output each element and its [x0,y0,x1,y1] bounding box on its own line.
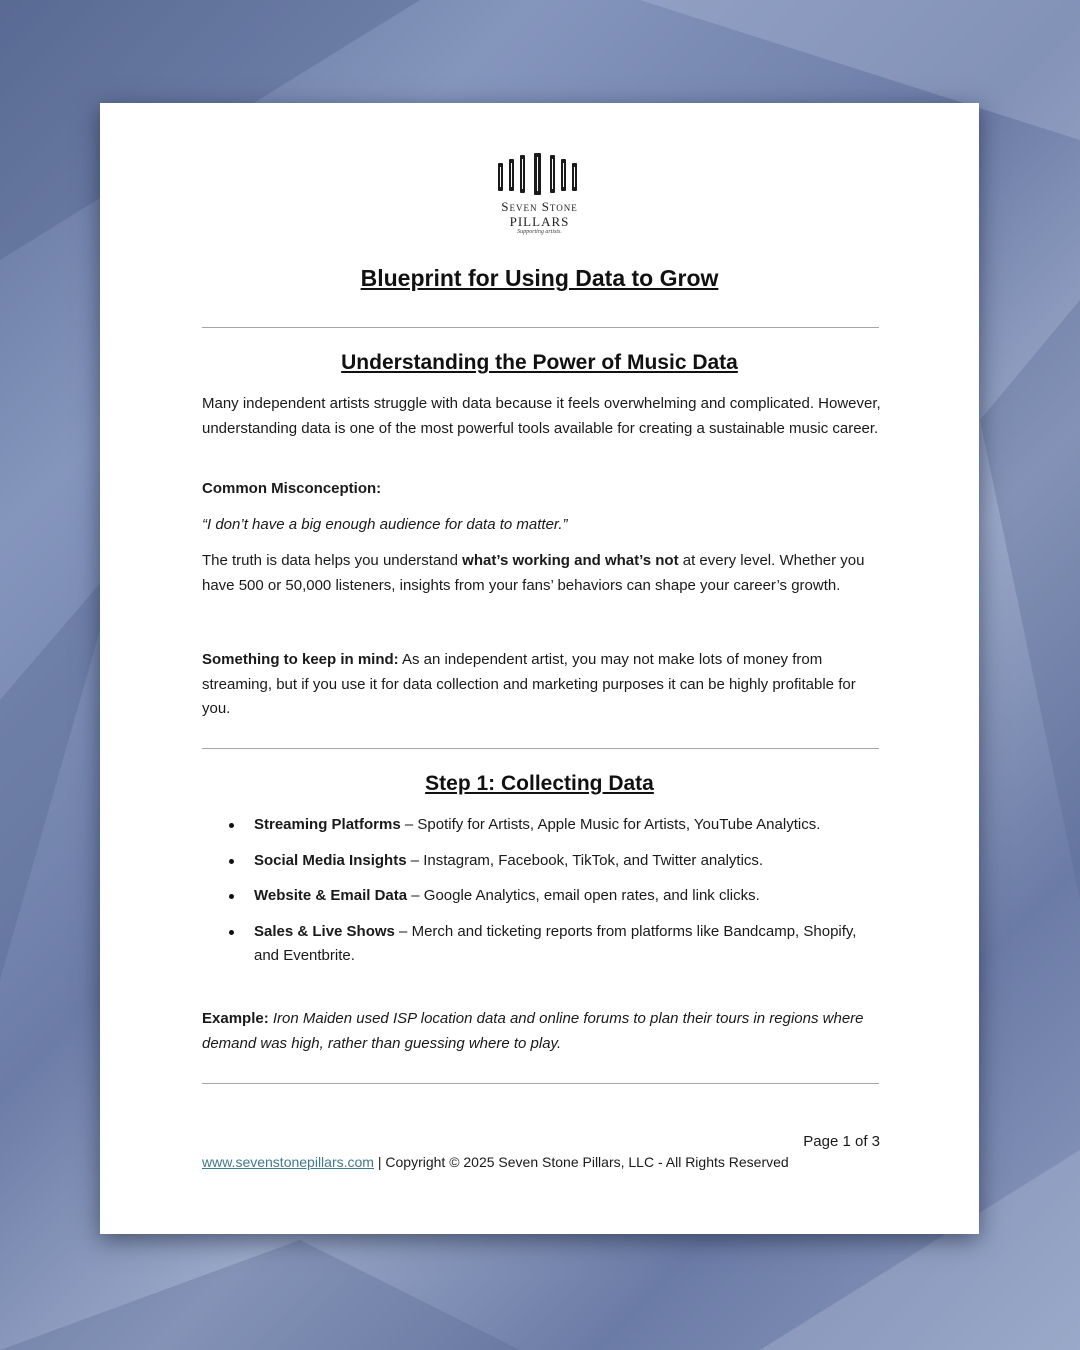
intro-paragraph: Many independent artists struggle with data because it feels overwhelming and complicated. However, understanding data is one of the most powerful tools available for creating a sustainable music career. [202,395,881,437]
list-item-label: Social Media Insights [254,851,407,869]
list-item-text: – Google Analytics, email open rates, and link clicks. [407,887,760,904]
keep-in-mind-label: Something to keep in mind: [202,651,399,668]
example-label: Example: [202,1010,269,1027]
logo-name-line2: PILLARS [509,214,570,229]
keep-in-mind-paragraph [202,648,882,722]
misconception-quote: “I don’t have a big enough audience for data to matter.” [202,516,568,533]
list-item [202,884,882,909]
document-title: Blueprint for Using Data to Grow [360,265,719,291]
misconception-label: Common Misconception: [202,480,382,497]
truth-suffix: at every level. Whether you have 500 or 50,000 listeners, insights from your fans’ behaviors can shape your career’s growth. [202,552,865,594]
list-item [202,849,882,874]
copyright-text: | Copyright © 2025 Seven Stone Pillars, LLC - All Rights Reserved [373,1154,789,1170]
list-item-label: Streaming Platforms [254,816,401,833]
list-item-text: – Spotify for Artists, Apple Music for Artists, YouTube Analytics. [400,816,821,833]
divider [202,1083,879,1084]
example-paragraph [202,1007,882,1056]
list-item [202,920,882,969]
list-item-label: Sales & Live Shows [254,922,395,940]
list-item-text: – Instagram, Facebook, TikTok, and Twitter analytics. [406,851,764,869]
website-link[interactable]: www.sevenstonepillars.com [202,1154,374,1170]
section-heading-music-data: Understanding the Power of Music Data [341,351,738,374]
pillars-logo-icon [495,153,585,197]
truth-emphasis: what’s working and what’s not [462,552,679,569]
logo-name-line1: Seven Stone [501,199,578,214]
example-text: Iron Maiden used ISP location data and online forums to plan their tours in regions where demand was high, rather than guessing where to play. [202,1010,864,1052]
keep-in-mind-text: As an independent artist, you may not make lots of money from streaming, but if you use it for data collection and marketing purposes it can be highly profitable for you. [202,651,856,717]
divider [202,748,879,749]
company-logo [100,153,979,235]
logo-tagline: Supporting artists. [517,229,562,235]
truth-prefix: The truth is data helps you understand [202,552,463,569]
list-item-text: – Merch and ticketing reports from platforms like Bandcamp, Shopify, and Eventbrite. [254,922,857,964]
document-page [100,103,979,1234]
section-heading-collecting-data: Step 1: Collecting Data [425,772,654,795]
divider [202,327,879,328]
list-item [202,813,882,838]
footer [202,1154,789,1170]
list-item-label: Website & Email Data [254,887,408,904]
data-sources-list [202,813,882,980]
truth-paragraph [202,549,882,598]
page-number: Page 1 of 3 [803,1133,880,1150]
